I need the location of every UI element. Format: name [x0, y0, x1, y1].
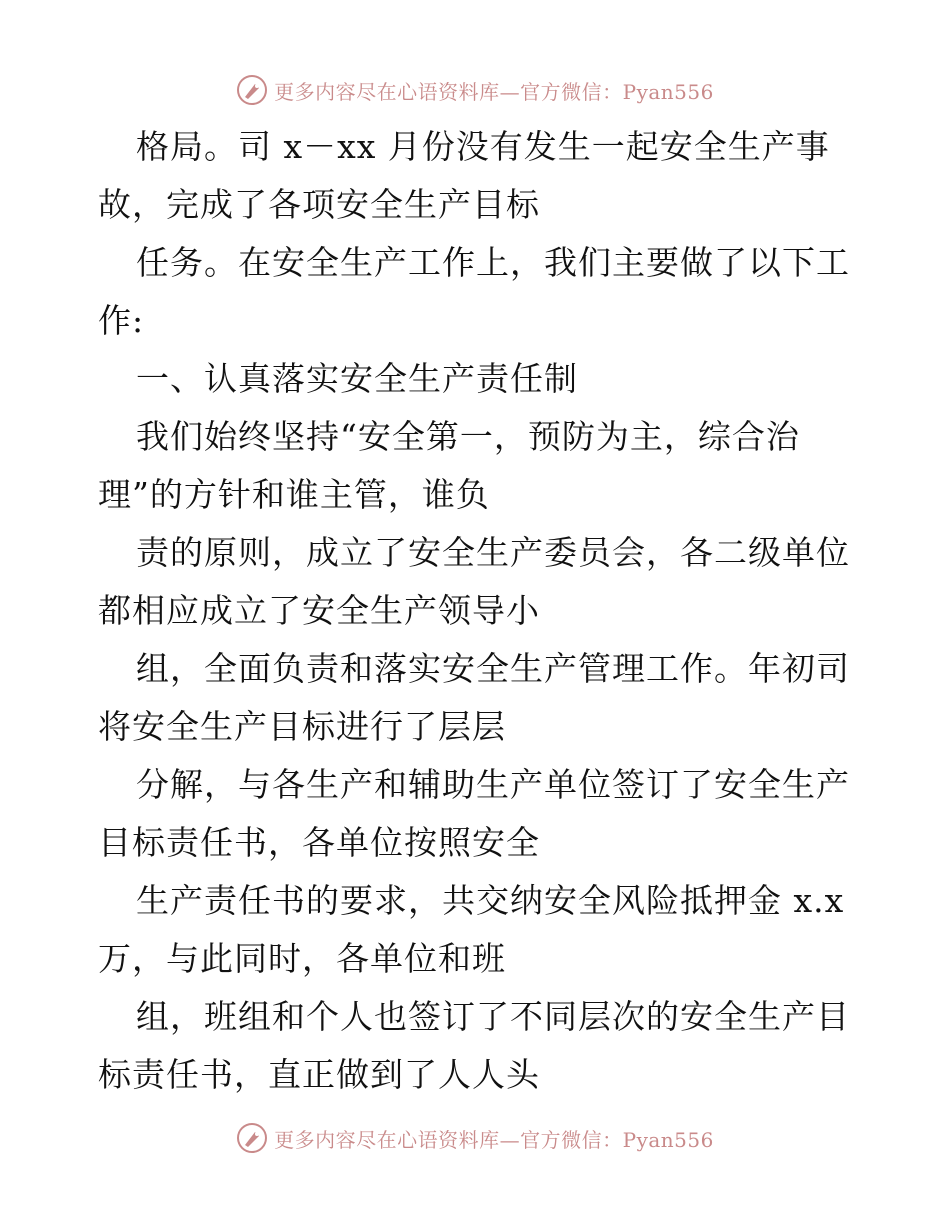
pen-nib-icon [236, 1122, 268, 1154]
pen-nib-icon [236, 74, 268, 106]
text-line: 作: [98, 301, 145, 340]
header-watermark [0, 70, 950, 110]
text-line: 理”的方针和谁主管，谁负 [98, 475, 490, 514]
text-line: 我们始终坚持“安全第一，预防为主，综合治 [136, 417, 800, 456]
text-line: 将安全生产目标进行了层层 [98, 707, 506, 746]
text-line: 标责任书，直正做到了人人头 [98, 1055, 540, 1094]
text-line: 任务。在安全生产工作上，我们主要做了以下工 [136, 243, 850, 282]
footer-watermark [0, 1118, 950, 1158]
watermark-group [236, 1122, 714, 1154]
watermark-text: 更多内容尽在心语资料库—官方微信：Pyan556 [274, 1127, 714, 1152]
document-body [98, 118, 858, 1104]
text-line: 格局。司 x－xx 月份没有发生一起安全生产事 [136, 127, 830, 166]
watermark-text: 更多内容尽在心语资料库—官方微信：Pyan556 [274, 79, 714, 104]
text-line: 组，班组和个人也签订了不同层次的安全生产目 [136, 997, 850, 1036]
text-line: 分解，与各生产和辅助生产单位签订了安全生产 [136, 765, 850, 804]
text-line: 万，与此同时，各单位和班 [98, 939, 506, 978]
text-line: 故，完成了各项安全生产目标 [98, 185, 540, 224]
text-line: 责的原则，成立了安全生产委员会，各二级单位 [136, 533, 850, 572]
section-heading: 一、认真落实安全生产责任制 [136, 359, 578, 398]
text-line: 目标责任书，各单位按照安全 [98, 823, 540, 862]
watermark-group [236, 74, 714, 106]
text-line: 都相应成立了安全生产领导小 [98, 591, 540, 630]
text-line: 生产责任书的要求，共交纳安全风险抵押金 x.x [136, 881, 845, 920]
text-line: 组，全面负责和落实安全生产管理工作。年初司 [136, 649, 850, 688]
